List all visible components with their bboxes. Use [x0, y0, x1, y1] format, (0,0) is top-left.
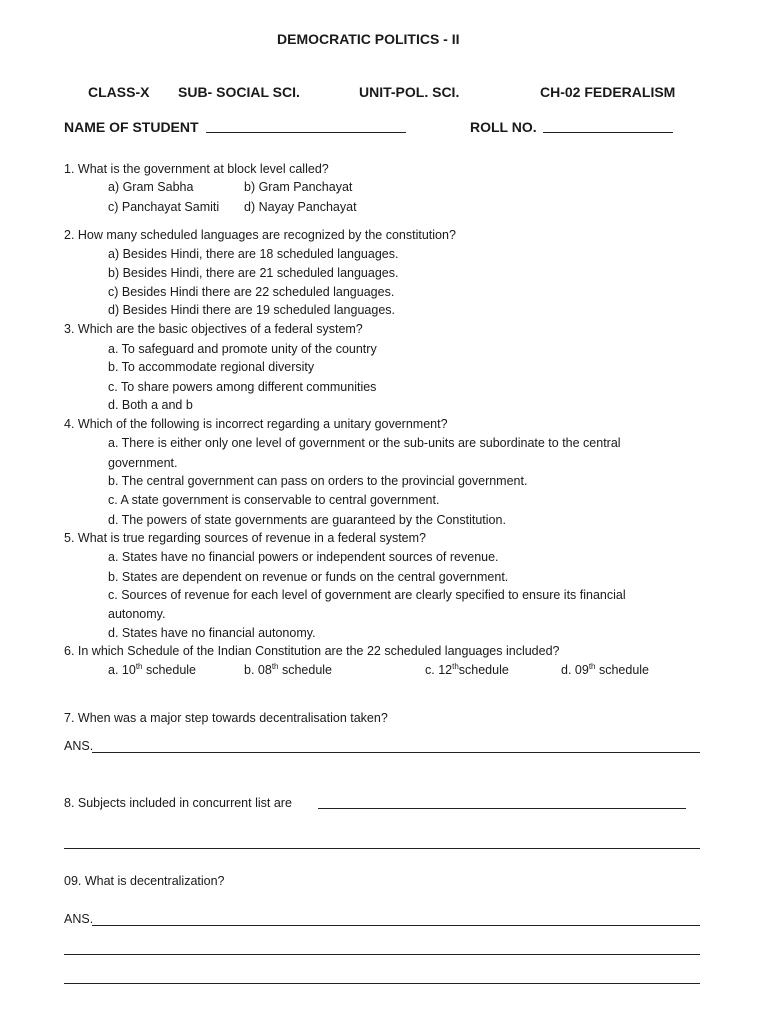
q5-option-c-continued: autonomy.	[108, 607, 166, 621]
question-9: 09. What is decentralization?	[64, 874, 225, 888]
unit-label: UNIT-POL. SCI.	[359, 84, 460, 100]
q8-answer-line-2[interactable]	[64, 848, 700, 849]
question-8: 8. Subjects included in concurrent list are	[64, 796, 292, 810]
question-3: 3. Which are the basic objectives of a federal system?	[64, 322, 363, 336]
q9-answer-line-1[interactable]	[92, 925, 700, 926]
q5-option-b: b. States are dependent on revenue or funds on the central government.	[108, 570, 509, 584]
q4-option-d: d. The powers of state governments are guaranteed by the Constitution.	[108, 513, 506, 527]
q9-answer-line-2[interactable]	[64, 954, 700, 955]
q9-answer-label: ANS.	[64, 912, 94, 926]
q4-option-a: a. There is either only one level of government or the sub-units are subordinate to the central	[108, 436, 621, 450]
worksheet-title: DEMOCRATIC POLITICS - II	[277, 31, 460, 47]
q6-option-c: c. 12thschedule	[425, 661, 509, 677]
question-1: 1. What is the government at block level called?	[64, 162, 329, 176]
question-5: 5. What is true regarding sources of revenue in a federal system?	[64, 531, 426, 545]
q6-option-d: d. 09th schedule	[561, 661, 649, 677]
subject-label: SUB- SOCIAL SCI.	[178, 84, 300, 100]
roll-number-label: ROLL NO.	[470, 119, 537, 135]
q2-option-d: d) Besides Hindi there are 19 scheduled languages.	[108, 303, 395, 317]
q7-answer-label: ANS.	[64, 739, 94, 753]
q3-option-b: b. To accommodate regional diversity	[108, 360, 315, 374]
question-6: 6. In which Schedule of the Indian Constitution are the 22 scheduled languages included?	[64, 644, 560, 658]
question-4: 4. Which of the following is incorrect regarding a unitary government?	[64, 417, 448, 431]
question-7: 7. When was a major step towards decentralisation taken?	[64, 711, 388, 725]
q4-option-c: c. A state government is conservable to central government.	[108, 493, 440, 507]
roll-number-line[interactable]	[543, 132, 673, 133]
q2-option-b: b) Besides Hindi, there are 21 scheduled languages.	[108, 266, 399, 280]
question-2: 2. How many scheduled languages are recognized by the constitution?	[64, 228, 456, 242]
q2-option-c: c) Besides Hindi there are 22 scheduled languages.	[108, 285, 395, 299]
class-label: CLASS-X	[88, 84, 150, 100]
q6-option-a: a. 10th schedule	[108, 661, 196, 677]
q4-option-a-continued: government.	[108, 456, 178, 470]
q5-option-c: c. Sources of revenue for each level of government are clearly specified to ensure its financial	[108, 588, 626, 602]
q1-option-c: c) Panchayat Samiti	[108, 200, 220, 214]
q5-option-a: a. States have no financial powers or independent sources of revenue.	[108, 550, 499, 564]
q9-answer-line-3[interactable]	[64, 983, 700, 984]
q6-option-b: b. 08th schedule	[244, 661, 332, 677]
q3-option-d: d. Both a and b	[108, 398, 193, 412]
q7-answer-line[interactable]	[92, 752, 700, 753]
student-name-line[interactable]	[206, 132, 406, 133]
q2-option-a: a) Besides Hindi, there are 18 scheduled languages.	[108, 247, 399, 261]
q1-option-d: d) Nayay Panchayat	[244, 200, 357, 214]
q5-option-d: d. States have no financial autonomy.	[108, 626, 316, 640]
student-name-label: NAME OF STUDENT	[64, 119, 199, 135]
q8-answer-line-1[interactable]	[318, 808, 686, 809]
chapter-label: CH-02 FEDERALISM	[540, 84, 676, 100]
q4-option-b: b. The central government can pass on orders to the provincial government.	[108, 474, 528, 488]
q3-option-c: c. To share powers among different communities	[108, 380, 377, 394]
q1-option-a: a) Gram Sabha	[108, 180, 194, 194]
q3-option-a: a. To safeguard and promote unity of the country	[108, 342, 377, 356]
q1-option-b: b) Gram Panchayat	[244, 180, 353, 194]
